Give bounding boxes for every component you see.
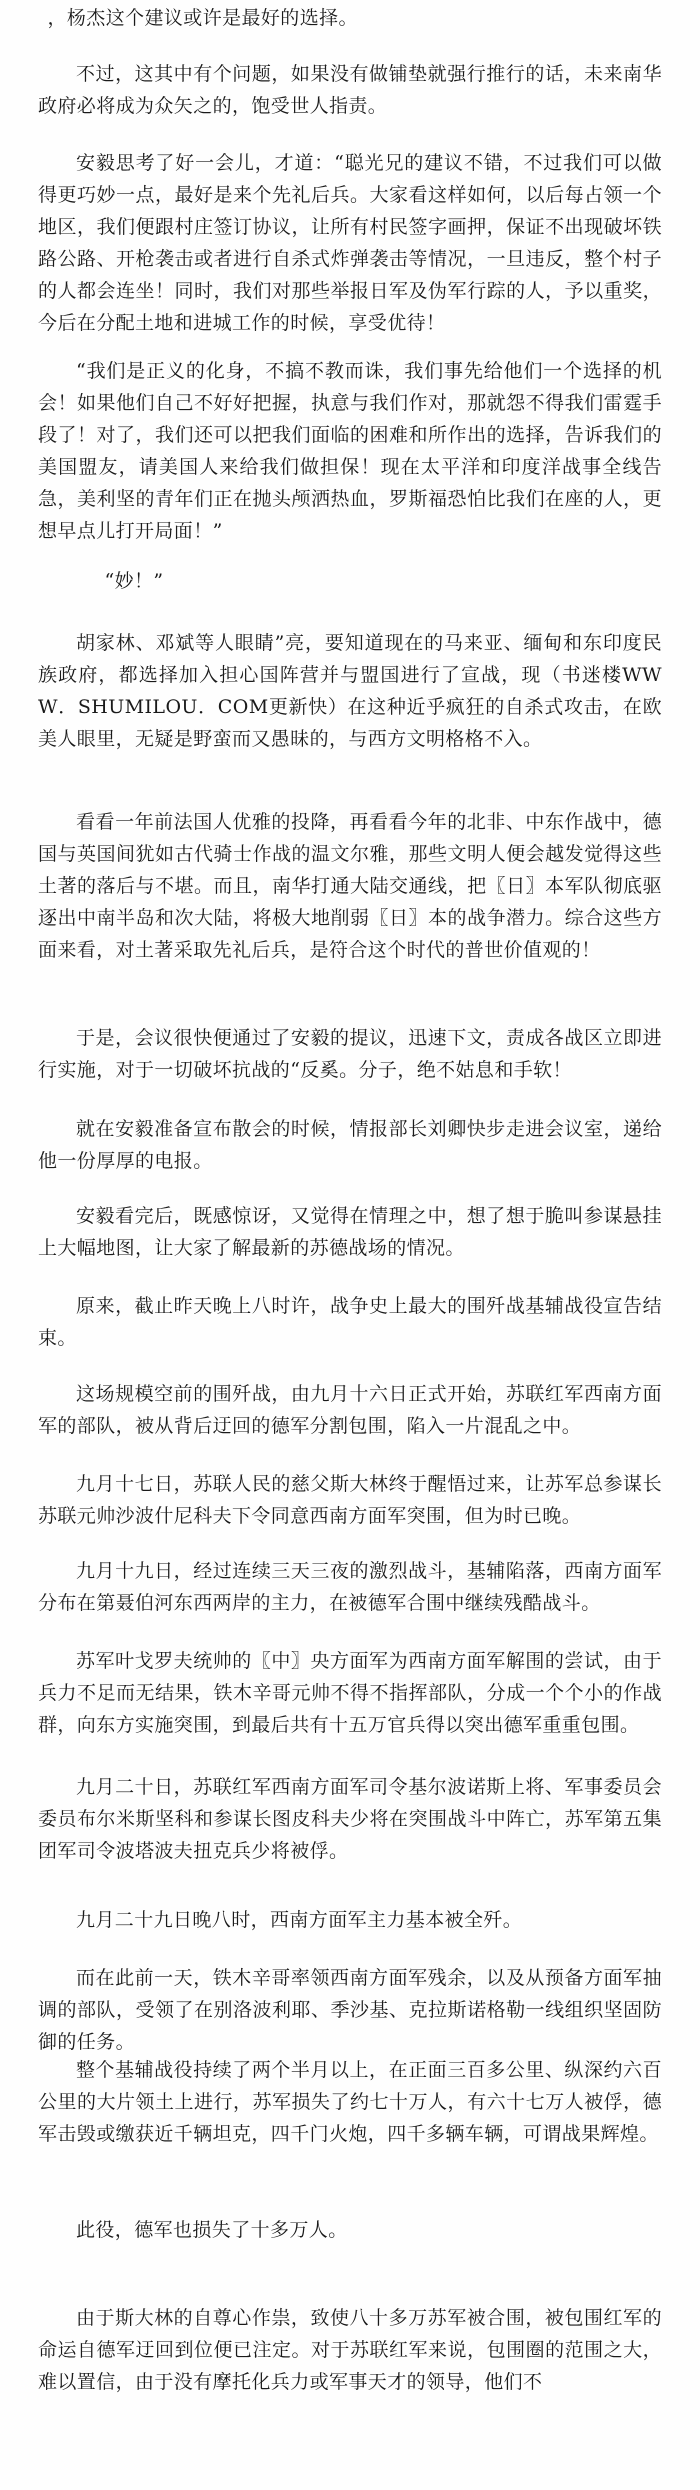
paragraph-21: 由于斯大林的自尊心作祟，致使八十多万苏军被合围，被包围红军的命运自德军迂回到位便已注定。对于苏联红军来说，包围圈的范围之大，难以置信，由于没有摩托化兵力或军事天才的领导，他们不 [38, 2307, 662, 2393]
paragraph-19: 整个基辅战役持续了两个半月以上，在正面三百多公里、纵深约六百公里的大片领土上进行，苏军损失了约七十万人，有六十七万人被俘，德军击毁或缴获近千辆坦克，四千门火炮，四千多辆车辆，可谓战果辉煌。 [38, 2059, 662, 2145]
paragraph-1: ，杨杰这个建议或许是最好的选择。 [47, 7, 358, 29]
paragraph-8: 于是，会议很快便通过了安毅的提议，迅速下文，责成各战区立即进行实施，对于一切破坏抗战的“反奚。分子，绝不姑息和手软！ [38, 1027, 662, 1081]
paragraph-5: “妙！” [104, 570, 164, 592]
paragraph-16: 九月二十日，苏联红军西南方面军司令基尔波诺斯上将、军事委员会委员布尔米斯坚科和参谋长图皮科夫少将在突围战斗中阵亡，苏军第五集团军司令波塔波夫扭克兵少将被俘。 [38, 1776, 662, 1862]
paragraph-7: 看看一年前法国人优雅的投降，再看看今年的北非、中东作战中，德国与英国间犹如古代骑士作战的温文尔雅，那些文明人便会越发觉得这些土著的落后与不堪。而且，南华打通大陆交通线，把〖日〗本军队彻底驱逐出中南半岛和次大陆，将极大地削弱〖日〗本的战争潜力。综合这些方面来看，对土著采取先礼后兵，是符合这个时代的普世价值观的！ [38, 811, 662, 961]
paragraph-11: 原来，截止昨天晚上八时许，战争史上最大的围歼战基辅战役宣告结束。 [38, 1295, 662, 1349]
paragraph-12: 这场规模空前的围歼战，由九月十六日正式开始，苏联红军西南方面军的部队，被从背后迂回的德军分割包围，陷入一片混乱之中。 [38, 1383, 662, 1437]
paragraph-9: 就在安毅准备宣布散会的时候，情报部长刘卿快步走进会议室，递给他一份厚厚的电报。 [38, 1118, 662, 1172]
paragraph-4: “我们是正义的化身，不搞不教而诛，我们事先给他们一个选择的机会！如果他们自己不好好把握，执意与我们作对，那就怨不得我们雷霆手段了！对了，我们还可以把我们面临的困难和所作出的选择，告诉我们的美国盟友，请美国人来给我们做担保！现在太平洋和印度洋战事全线告急，美利坚的青年们正在抛头颅洒热血，罗斯福恐怕比我们在座的人，更想早点儿打开局面！” [38, 360, 662, 542]
paragraph-6: 胡家林、邓斌等人眼睛”亮，要知道现在的马来亚、缅甸和东印度民族政府，都选择加入担心国阵营并与盟国进行了宣战，现（书迷楼WWW．SHUMILOU．COM更新快）在这种近乎疯狂的自杀式攻击，在欧美人眼里，无疑是野蛮而又愚昧的，与西方文明格格不入。 [38, 632, 662, 750]
paragraph-13: 九月十七日，苏联人民的慈父斯大林终于醒悟过来，让苏军总参谋长苏联元帅沙波什尼科夫下令同意西南方面军突围，但为时已晚。 [38, 1473, 662, 1527]
paragraph-10: 安毅看完后，既感惊讶，又觉得在情理之中，想了想于脆叫参谋悬挂上大幅地图，让大家了解最新的苏德战场的情况。 [38, 1205, 662, 1259]
paragraph-3: 安毅思考了好一会儿，才道：“聪光兄的建议不错，不过我们可以做得更巧妙一点，最好是来个先礼后兵。大家看这样如何，以后每占领一个地区，我们便跟村庄签订协议，让所有村民签字画押，保证不出现破坏铁路公路、开枪袭击或者进行自杀式炸弹袭击等情况，一旦违反，整个村子的人都会连坐！同时，我们对那些举报日军及伪军行踪的人，予以重奖，今后在分配土地和进城工作的时候，享受优待！ [38, 152, 662, 334]
paragraph-15: 苏军叶戈罗夫统帅的〖中〗央方面军为西南方面军解围的尝试，由于兵力不足而无结果，铁木辛哥元帅不得不指挥部队，分成一个个小的作战群，向东方实施突围，到最后共有十五万官兵得以突出德军重重包围。 [38, 1650, 662, 1736]
paragraph-18: 而在此前一天，铁木辛哥率领西南方面军残余，以及从预备方面军抽调的部队，受领了在别洛波利耶、季沙基、克拉斯诺格勒一线组织坚固防御的任务。 [38, 1967, 662, 2053]
paragraph-20: 此役，德军也损失了十多万人。 [76, 2219, 348, 2241]
paragraph-14: 九月十九日，经过连续三天三夜的激烈战斗，基辅陷落，西南方面军分布在第聂伯河东西两岸的主力，在被德军合围中继续残酷战斗。 [38, 1560, 662, 1614]
paragraph-2: 不过，这其中有个问题，如果没有做铺垫就强行推行的话，未来南华政府必将成为众矢之的，饱受世人指责。 [38, 63, 662, 117]
paragraph-17: 九月二十九日晚八时，西南方面军主力基本被全歼。 [76, 1909, 523, 1931]
